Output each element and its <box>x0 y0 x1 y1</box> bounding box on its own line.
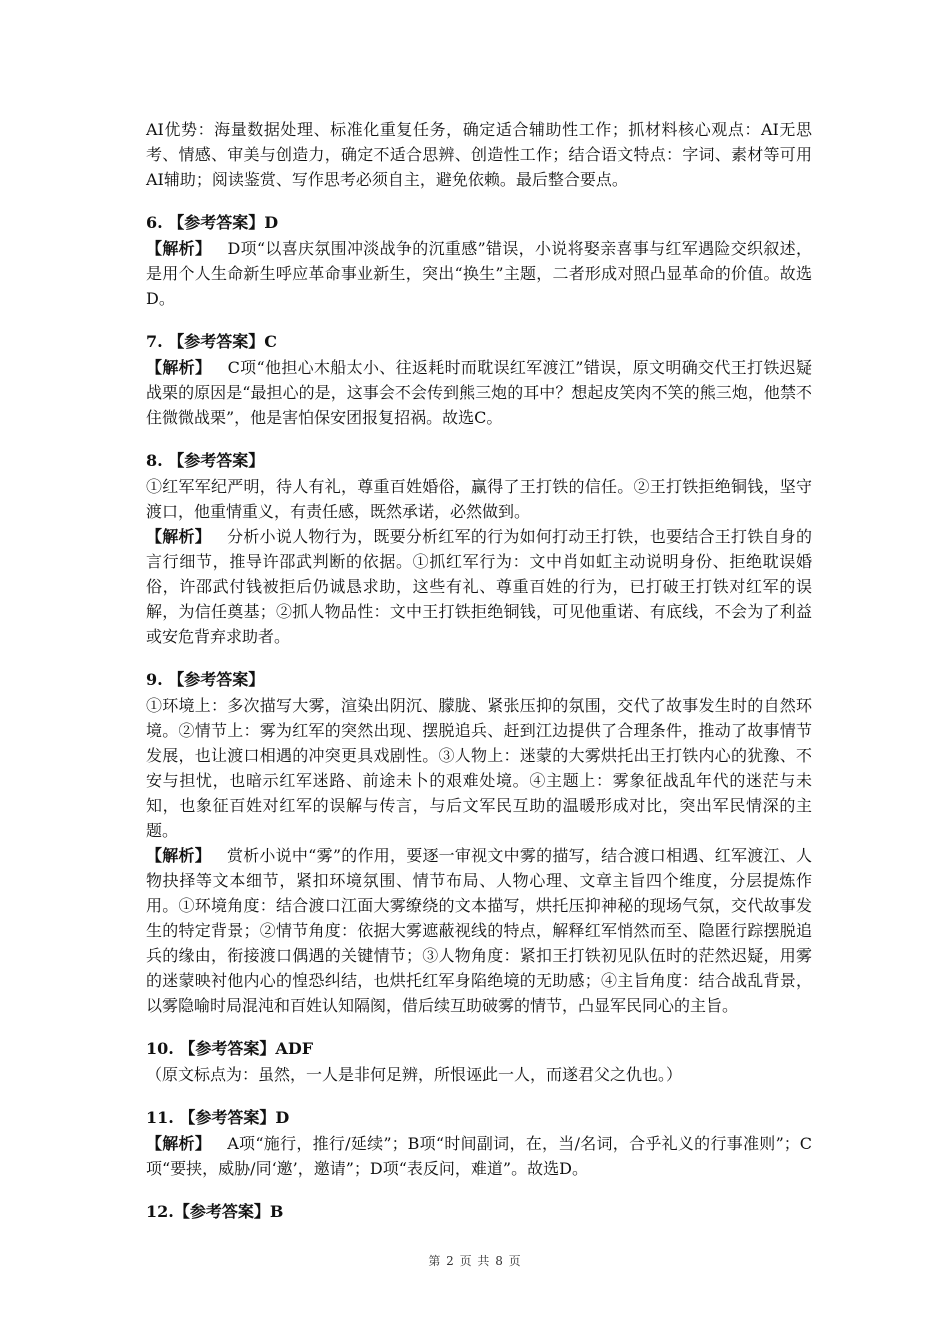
intro-paragraph: AI优势：海量数据处理、标准化重复任务，确定适合辅助性工作；抓材料核心观点：AI无思考、情感、审美与创造力，确定不适合思辨、创造性工作；结合语文特点：字词、素材等可用AI辅助；阅读鉴赏、写作思考必须自主，避免依赖。最后整合要点。 <box>146 120 812 189</box>
page-footer: 第 2 页 共 8 页 <box>428 1254 522 1268</box>
answer-11-explanation: 【解析】 A项“施行，推行/延续”；B项“时间副词，在，当/名词，合乎礼义的行事准则”；C项“要挟，威胁/同‘邀’，邀请”；D项“表反问，难道”。故选D。 <box>146 1134 812 1178</box>
answer-12-heading: 12.【参考答案】B <box>146 1202 284 1221</box>
answer-8-explanation: 【解析】 分析小说人物行为，既要分析红军的行为如何打动王打铁，也要结合王打铁自身的言行细节，推导许邵武判断的依据。①抓红军行为：文中肖如虹主动说明身份、拒绝耽误婚俗，许邵武付钱被拒后仍诚恳求助，这些有礼、尊重百姓的行为，已打破王打铁对红军的误解，为信任奠基；②抓人物品性：文中王打铁拒绝铜钱，可见他重诺、有底线，不会为了利益或安危背弃求助者。 <box>146 527 812 646</box>
answer-9-explanation: 【解析】 赏析小说中“雾”的作用，要逐一审视文中雾的描写，结合渡口相遇、红军渡江、人物抉择等文本细节，紧扣环境氛围、情节布局、人物心理、文章主旨四个维度，分层提炼作用。①环境角度：结合渡口江面大雾缭绕的文本描写，烘托压抑神秘的现场气氛，交代故事发生的特定背景；②情节角度：依据大雾遮蔽视线的特点，解释红军悄然而至、隐匿行踪摆脱追兵的缘由，衔接渡口偶遇的关键情节；③人物角度：紧扣王打铁初见队伍时的茫然迟疑，用雾的迷蒙映衬他内心的惶恐纠结，也烘托红军身陷绝境的无助感；④主旨角度：结合战乱背景，以雾隐喻时局混沌和百姓认知隔阂，借后续互助破雾的情节，凸显军民同心的主旨。 <box>146 846 812 1015</box>
document-page <box>146 117 812 1224</box>
answer-6-heading: 6. 【参考答案】D <box>146 213 279 232</box>
answer-8-heading: 8. 【参考答案】 <box>146 451 265 470</box>
answer-6-explanation: 【解析】 D项“以喜庆氛围冲淡战争的沉重感”错误，小说将娶亲喜事与红军遇险交织叙述，是用个人生命新生呼应革命事业新生，突出“换生”主题，二者形成对照凸显革命的价值。故选D。 <box>146 239 812 308</box>
answer-11-heading: 11. 【参考答案】D <box>146 1108 290 1127</box>
answer-10-text: （原文标点为：虽然，一人是非何足辨，所恨诬此一人，而遂君父之仇也。） <box>146 1065 683 1084</box>
answer-9-text: ①环境上：多次描写大雾，渲染出阴沉、朦胧、紧张压抑的氛围，交代了故事发生时的自然环境。②情节上：雾为红军的突然出现、摆脱追兵、赶到江边提供了合理条件，推动了故事情节发展，也让渡口相遇的冲突更具戏剧性。③人物上：迷蒙的大雾烘托出王打铁内心的犹豫、不安与担忧，也暗示红军迷路、前途未卜的艰难处境。④主题上：雾象征战乱年代的迷茫与未知，也象征百姓对红军的误解与传言，与后文军民互助的温暖形成对比，突出军民情深的主题。 <box>146 696 812 840</box>
answer-8-text: ①红军军纪严明，待人有礼，尊重百姓婚俗，赢得了王打铁的信任。②王打铁拒绝铜钱，坚守渡口，他重情重义，有责任感，既然承诺，必然做到。 <box>146 477 812 521</box>
answer-10-heading: 10. 【参考答案】ADF <box>146 1039 314 1058</box>
answer-9-heading: 9. 【参考答案】 <box>146 670 265 689</box>
answer-7-heading: 7. 【参考答案】C <box>146 332 278 351</box>
answer-7-explanation: 【解析】 C项“他担心木船太小、往返耗时而耽误红军渡江”错误，原文明确交代王打铁迟疑战栗的原因是“最担心的是，这事会不会传到熊三炮的耳中？想起皮笑肉不笑的熊三炮，他禁不住微微战栗”，他是害怕保安团报复招祸。故选C。 <box>146 358 812 427</box>
